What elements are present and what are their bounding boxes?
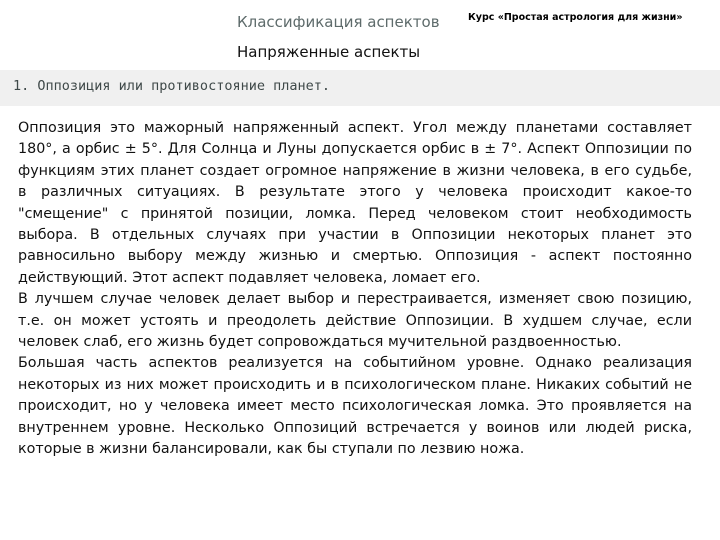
paragraph-1: Оппозиция это мажорный напряженный аспект. Угол между планетами составляет 180°, а орбис ± 5°. Для Солнца и Луны допускается орбис в ± 7°. Аспект Оппозиции по функциям этих планет создает огромное напряжение в жизни человека, в его судьбе, в различных ситуациях. В результате этого у человека происходит какое-то "смещение" с принятой позиции, ломка. Перед человеком стоит необходимость выбора. В отдельных случаях при участии в Оппозиции некоторых планет это равносильно выбору между жизнью и смертью. Оппозиция - аспект постоянно действующий. Этот аспект подавляет человека, ломает его. <box>18 120 692 286</box>
paragraph-3: Большая часть аспектов реализуется на событийном уровне. Однако реализация некоторых из них может происходить и в психологическом плане. Никаких событий не происходит, но у человека имеет место психологическая ломка. Это проявляется на внутреннем уровне. Несколько Оппозиций встречается у воинов или людей риска, которые в жизни балансировали, как бы ступали по лезвию ножа. <box>18 355 692 458</box>
header-title: Классификация аспектов <box>237 13 440 31</box>
course-title: Курс «Простая астрология для жизни» <box>468 12 683 23</box>
section-heading: 1. Оппозиция или противостояние планет. <box>13 78 330 94</box>
slide-subtitle: Напряженные аспекты <box>237 43 421 61</box>
paragraph-2: В лучшем случае человек делает выбор и перестраивается, изменяет свою позицию, т.е. он может устоять и преодолеть действие Оппозиции. В худшем случае, если человек слаб, его жизнь будет сопровождаться мучительной раздвоенностью. <box>18 291 692 351</box>
body-text <box>18 118 692 461</box>
